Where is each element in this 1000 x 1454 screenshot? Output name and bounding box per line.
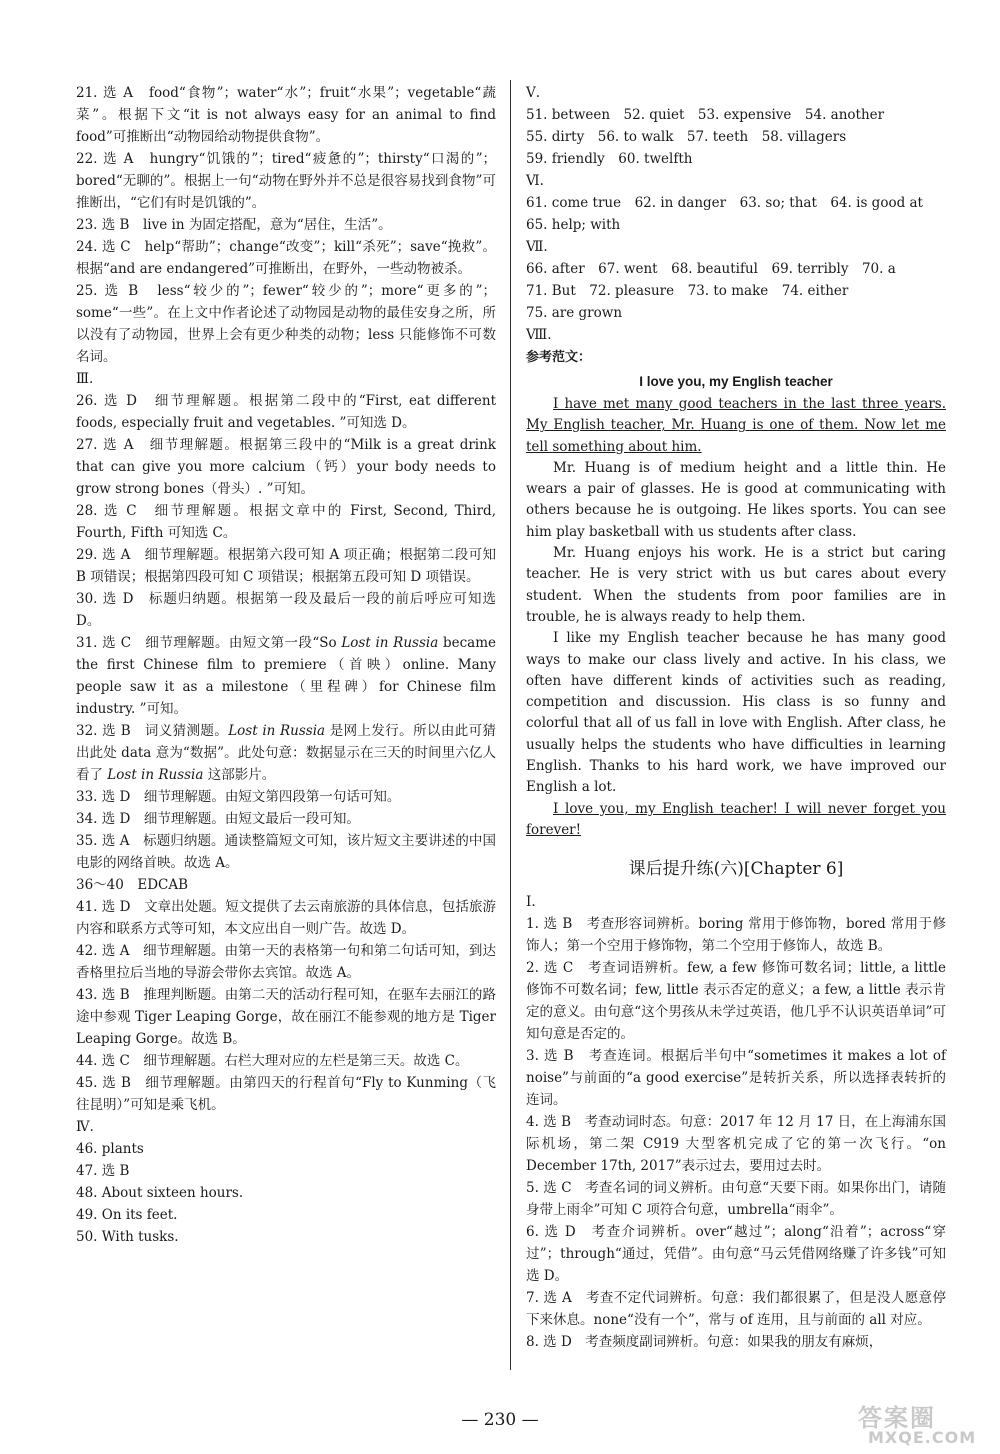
watermark-url: MXQE.COM <box>868 1428 977 1447</box>
answers-71-74: 71. But 72. pleasure 73. to make 74. either <box>526 283 849 299</box>
answer-30: 30. 选 D 标题归纳题。根据第一段及最后一段的前后呼应可知选 D。 <box>76 591 496 629</box>
section-heading-4: Ⅳ. <box>76 1119 94 1135</box>
section-heading-7: Ⅶ. <box>526 239 548 255</box>
answer-33: 33. 选 D 细节理解题。由短文第四段第一句话可知。 <box>76 789 401 805</box>
film-title: Lost in Russia <box>341 635 439 651</box>
answer-23: 23. 选 B live in 为固定搭配，意为“居住，生活”。 <box>76 217 392 233</box>
answer-44: 44. 选 C 细节理解题。右栏大理对应的左栏是第三天。故选 C。 <box>76 1053 469 1069</box>
essay-paragraph-1: I have met many good teachers in the last three years. My English teacher, Mr. Huang is one of them. Now let me tell something about him. <box>526 396 946 455</box>
section-heading-8: Ⅷ. <box>526 327 552 343</box>
answer-24: 24. 选 C help“帮助”；change“改变”；kill“杀死”；save“挽救”。根据“and are endangered”可推断出，在野外，一些动物被杀。 <box>76 239 496 277</box>
column-divider <box>510 80 511 1370</box>
answer-65: 65. help; with <box>526 217 621 233</box>
answer-48: 48. About sixteen hours. <box>76 1185 244 1201</box>
answer-47: 47. 选 B <box>76 1163 130 1179</box>
answer-c7: 7. 选 A 考查不定代词辨析。句意：我们都很累了，但是没人愿意停下来休息。none“没有一个”，常与 of 连用，且与前面的 all 对应。 <box>526 1290 946 1329</box>
answer-c4: 4. 选 B 考查动词时态。句意：2017 年 12 月 17 日，在上海浦东国际机场，第二架 C919 大型客机完成了它的第一次飞行。“on December 17th, 2017”表示过去，要用过去时。 <box>526 1114 946 1175</box>
answer-25: 25. 选 B less“较少的”；fewer“较少的”；more“更多的”；some“一些”。在上文中作者论述了动物园是动物的最佳安身之所，所以没有了动物园，世界上会有更少种类的动物；less 只能修饰不可数名词。 <box>76 283 496 365</box>
section-heading-1: Ⅰ. <box>526 894 536 911</box>
reference-label: 参考范文： <box>526 350 592 365</box>
answer-c2: 2. 选 C 考查词语辨析。few, a few 修饰可数名词；little, a little 修饰不可数名词；few, little 表示否定的意义；a few, a little 表示肯定的意义。由句意“这个男孩从未学过英语，他几乎不认识英语单词”可知句意是否定的。 <box>526 960 946 1043</box>
answer-27: 27. 选 A 细节理解题。根据第三段中的“Milk is a great drink that can give you more calcium（钙）your body needs to grow strong bones（骨头）. ”可知。 <box>76 437 496 497</box>
watermark-text: 答案圈 <box>858 1404 936 1432</box>
essay-paragraph-2: Mr. Huang is of medium height and a little thin. He wears a pair of glasses. He is good at communicating with others because he is outgoing. He likes sports. You can see him play basketball with us students after class. <box>526 459 946 540</box>
answer-34: 34. 选 D 细节理解题。由短文最后一段可知。 <box>76 811 360 827</box>
answer-32-post: 这部影片。 <box>203 767 276 783</box>
section-heading-6: Ⅵ. <box>526 173 544 189</box>
answers-61-64: 61. come true 62. in danger 63. so; that 64. is good at <box>526 195 923 211</box>
answer-45: 45. 选 B 细节理解题。由第四天的行程首句“Fly to Kunming（飞往昆明）”可知是乘飞机。 <box>76 1075 496 1113</box>
answer-36-40: 36～40 EDCAB <box>76 877 189 893</box>
answer-75: 75. are grown <box>526 305 623 321</box>
answers-59-60: 59. friendly 60. twelfth <box>526 151 693 167</box>
answer-32 <box>76 720 496 786</box>
answer-29: 29. 选 A 细节理解题。根据第六段可知 A 项正确；根据第二段可知 B 项错误；根据第四段可知 C 项错误；根据第五段可知 D 项错误。 <box>76 547 496 585</box>
answer-21: 21. 选 A food“食物”；water“水”；fruit“水果”；vegetable“蔬菜”。根据下文“it is not always easy for an animal to find food”可推断出“动物园给动物提供食物”。 <box>76 85 496 145</box>
answer-c1: 1. 选 B 考查形容词辨析。boring 常用于修饰物，bored 常用于修饰人；第一个空用于修饰物，第二个空用于修饰人，故选 B。 <box>526 916 946 955</box>
section-heading-3: Ⅲ. <box>76 371 94 387</box>
answer-41: 41. 选 D 文章出处题。短文提供了去云南旅游的具体信息，包括旅游内容和联系方式等可知，本文应出自一则广告。故选 D。 <box>76 899 496 937</box>
essay-paragraph-5: I love you, my English teacher! I will never forget you forever! <box>526 800 946 838</box>
watermark-logo <box>838 1398 988 1448</box>
answer-50: 50. With tusks. <box>76 1229 179 1245</box>
answers-66-70: 66. after 67. went 68. beautiful 69. terribly 70. a <box>526 261 896 277</box>
answers-55-58: 55. dirty 56. to walk 57. teeth 58. villagers <box>526 129 847 145</box>
answer-31 <box>76 632 496 720</box>
answer-28: 28. 选 C 细节理解题。根据文章中的 First, Second, Third, Fourth, Fifth 可知选 C。 <box>76 503 496 541</box>
answers-51-54: 51. between 52. quiet 53. expensive 54. another <box>526 107 885 123</box>
page-number: — 230 — <box>461 1410 539 1430</box>
essay-paragraph-3: Mr. Huang enjoys his work. He is a strict but caring teacher. He is very strict with us but cares about every student. When the students from poor families are in trouble, he is always ready to help them. <box>526 545 946 625</box>
answer-32-mid: 是网上发行。所以由此可猜出此处 data 意为“数据”。此处句意：数据显示在三天的时间里六亿人看了 <box>76 723 496 783</box>
chapter-title: 课后提升练(六)[Chapter 6] <box>628 859 844 880</box>
film-title: Lost in Russia <box>107 767 204 783</box>
answer-49: 49. On its feet. <box>76 1207 178 1223</box>
right-column <box>526 82 946 1353</box>
answer-c3: 3. 选 B 考查连词。根据后半句中“sometimes it makes a lot of noise”与前面的“a good exercise”是转折关系，所以选择表转折的连词。 <box>526 1048 946 1109</box>
essay-paragraph-4: I like my English teacher because he has many good ways to make our class lively and active. In his class, we often have different kinds of activities such as reading, competition and discussion. His class is so funny and colorful that all of us fall in love with English. After class, he usually helps the students who have difficulties in learning English. Thanks to his hard work, we have improved our English a lot. <box>526 630 946 796</box>
section-heading-5: Ⅴ. <box>526 85 541 101</box>
answer-31-post: became the first Chinese film to premiere（首映）online. Many people saw it as a milestone（里程碑）for Chinese film industry. ”可知。 <box>76 635 497 717</box>
answer-35: 35. 选 A 标题归纳题。通读整篇短文可知，该片短文主要讲述的中国电影的网络首映。故选 A。 <box>76 833 496 871</box>
answer-c8: 8. 选 D 考查频度副词辨析。句意：如果我的朋友有麻烦， <box>526 1334 883 1351</box>
answer-31-pre: 31. 选 C 细节理解题。由短文第一段“So <box>76 635 342 651</box>
film-title: Lost in Russia <box>228 723 326 739</box>
answer-32-pre: 32. 选 B 词义猜测题。 <box>76 723 229 739</box>
answer-42: 42. 选 A 细节理解题。由第一天的表格第一句和第二句话可知，到达香格里拉后当地的导游会带你去宾馆。故选 A。 <box>76 943 496 981</box>
answer-c6: 6. 选 D 考查介词辨析。over“越过”；along“沿着”；across“穿过”；through“通过，凭借”。由句意“马云凭借网络赚了许多钱”可知选 D。 <box>526 1224 946 1285</box>
answer-22: 22. 选 A hungry“饥饿的”；tired“疲惫的”；thirsty“口渴的”；bored“无聊的”。根据上一句“动物在野外并不总是很容易找到食物”可推断出，“它们有时是饥饿的”。 <box>76 151 496 211</box>
essay-title: I love you, my English teacher <box>639 374 833 389</box>
answer-26: 26. 选 D 细节理解题。根据第二段中的“First, eat different foods, especially fruit and vegetables. ”可知选 D。 <box>76 393 496 431</box>
answer-46: 46. plants <box>76 1141 144 1157</box>
left-column <box>76 82 496 1248</box>
answer-43: 43. 选 B 推理判断题。由第二天的活动行程可知，在驱车去丽江的路途中参观 Tiger Leaping Gorge，故在丽江不能参观的地方是 Tiger Leaping Gorge。故选 B。 <box>76 987 496 1047</box>
answer-c5: 5. 选 C 考查名词的词义辨析。由句意“天要下雨。如果你出门，请随身带上雨伞”可知 C 项符合句意，umbrella“雨伞”。 <box>526 1180 946 1219</box>
